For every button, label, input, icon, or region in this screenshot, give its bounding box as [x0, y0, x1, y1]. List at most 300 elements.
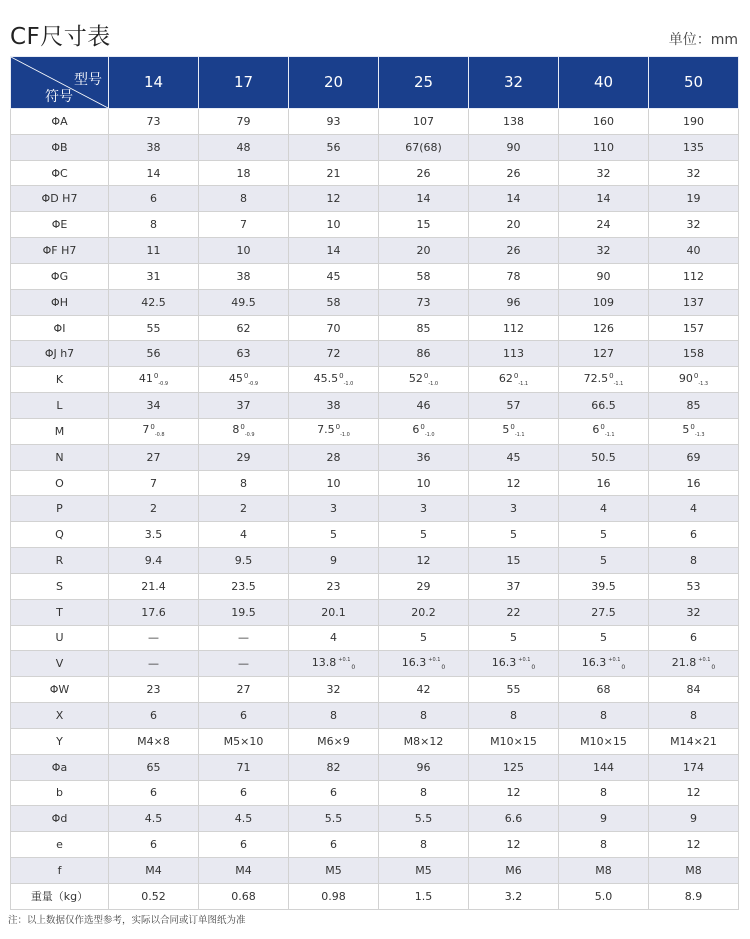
cell-value: 37 — [506, 579, 521, 593]
cell-value: 14 — [596, 192, 611, 206]
value-cell — [289, 780, 379, 806]
symbol-cell: Φd — [11, 806, 109, 832]
cell-value: 27 — [146, 450, 161, 464]
value-cell — [559, 883, 649, 909]
symbol-cell: O — [11, 470, 109, 496]
value-cell — [469, 109, 559, 135]
value-cell — [289, 883, 379, 909]
cell-value: 6 — [412, 423, 420, 437]
cell-value: M10×15 — [490, 734, 537, 748]
size-header: 32 — [469, 57, 559, 109]
table-row — [11, 651, 739, 677]
value-cell — [559, 238, 649, 264]
cell-value: 42.5 — [141, 295, 166, 309]
cell-value: 5.5 — [414, 812, 433, 826]
cell-value: 15 — [506, 553, 521, 567]
value-cell — [289, 263, 379, 289]
value-cell — [199, 703, 289, 729]
cell-value: 62 — [236, 321, 251, 335]
cell-value: M10×15 — [580, 734, 627, 748]
symbol-cell: T — [11, 599, 109, 625]
table-row — [11, 806, 739, 832]
value-cell — [289, 806, 379, 832]
cell-value: 31 — [146, 269, 161, 283]
cell-value: 14 — [326, 244, 341, 258]
size-header: 40 — [559, 57, 649, 109]
value-cell — [379, 651, 469, 677]
value-cell — [289, 238, 379, 264]
table-row — [11, 109, 739, 135]
symbol-cell: X — [11, 703, 109, 729]
value-cell — [109, 418, 199, 444]
value-cell — [289, 651, 379, 677]
cell-value: 10 — [326, 476, 341, 490]
cell-value: 55 — [506, 683, 521, 697]
value-cell — [559, 703, 649, 729]
value-cell — [649, 470, 739, 496]
value-cell — [649, 883, 739, 909]
value-cell — [199, 341, 289, 367]
cell-value: 38 — [236, 269, 251, 283]
cell-value: 27.5 — [591, 605, 616, 619]
page-title: CF尺寸表 — [10, 24, 111, 50]
symbol-cell: b — [11, 780, 109, 806]
table-row — [11, 160, 739, 186]
cell-value: 112 — [683, 269, 704, 283]
cell-value: 8 — [330, 708, 337, 722]
cell-value: 42 — [416, 683, 431, 697]
cell-value: 4 — [240, 528, 247, 542]
value-cell — [649, 444, 739, 470]
table-row — [11, 341, 739, 367]
value-cell — [649, 341, 739, 367]
cell-value: 85 — [686, 399, 701, 413]
cell-value: 14 — [506, 192, 521, 206]
tolerance-lower: -0.9 — [248, 380, 259, 387]
symbol-cell: S — [11, 573, 109, 599]
value-cell — [199, 625, 289, 651]
cell-value: 6 — [240, 838, 247, 852]
value-cell — [469, 496, 559, 522]
tolerance-lower: -1.0 — [428, 380, 439, 387]
cell-value: 5.5 — [324, 812, 343, 826]
cell-value: 144 — [593, 760, 614, 774]
cell-value: 8 — [240, 476, 247, 490]
tolerance-lower: -1.0 — [343, 380, 354, 387]
value-cell — [469, 728, 559, 754]
cell-value: 135 — [683, 140, 704, 154]
value-cell — [649, 677, 739, 703]
unit-label: 单位：mm — [668, 32, 738, 48]
value-cell — [379, 548, 469, 574]
value-cell — [109, 703, 199, 729]
tolerance-upper: 0 — [600, 423, 605, 432]
value-cell — [559, 522, 649, 548]
value-cell — [199, 160, 289, 186]
value-cell — [289, 367, 379, 393]
cell-value: 4 — [690, 502, 697, 516]
cell-value: 27 — [236, 683, 251, 697]
value-cell — [289, 470, 379, 496]
cell-value: 36 — [416, 450, 431, 464]
cell-value: M4×8 — [137, 734, 170, 748]
value-cell — [289, 134, 379, 160]
value-cell — [109, 393, 199, 419]
cell-value: 5 — [502, 423, 510, 437]
value-cell — [649, 263, 739, 289]
cell-value: 6 — [150, 708, 157, 722]
cell-value: 0.98 — [321, 889, 346, 903]
value-cell — [559, 651, 649, 677]
table-row — [11, 599, 739, 625]
cell-value: 16 — [596, 476, 611, 490]
cell-value: 2 — [150, 502, 157, 516]
value-cell — [289, 625, 379, 651]
value-cell — [469, 289, 559, 315]
cell-value: M8 — [685, 863, 702, 877]
value-cell — [649, 728, 739, 754]
value-cell — [559, 470, 649, 496]
value-cell — [199, 573, 289, 599]
tolerance-upper: +0.1 — [698, 656, 711, 663]
value-cell — [289, 496, 379, 522]
value-cell — [199, 548, 289, 574]
table-row — [11, 548, 739, 574]
value-cell — [649, 393, 739, 419]
cell-value: 21.4 — [141, 579, 166, 593]
tolerance-lower: -1.0 — [340, 432, 350, 439]
cell-value: 68 — [596, 683, 611, 697]
value-cell — [199, 444, 289, 470]
cell-value: 82 — [326, 760, 341, 774]
cell-value: 58 — [326, 295, 341, 309]
cell-value: — — [238, 657, 249, 671]
value-cell — [379, 418, 469, 444]
cell-value: 8.9 — [684, 889, 703, 903]
cell-value: 21 — [326, 166, 341, 180]
cell-value: M8 — [595, 863, 612, 877]
cell-value: — — [238, 631, 249, 645]
symbol-header-label: 符号 — [45, 89, 73, 105]
cell-value: 26 — [416, 166, 431, 180]
cell-value: 125 — [503, 760, 524, 774]
value-cell — [289, 341, 379, 367]
tolerance-upper: +0.1 — [608, 656, 621, 663]
cell-value: 24 — [596, 218, 611, 232]
cell-value: 71 — [236, 760, 251, 774]
value-cell — [109, 883, 199, 909]
value-cell — [199, 522, 289, 548]
table-row — [11, 238, 739, 264]
value-cell — [559, 367, 649, 393]
cell-value: 12 — [506, 786, 521, 800]
cell-value: 38 — [146, 140, 161, 154]
value-cell — [109, 677, 199, 703]
value-cell — [109, 754, 199, 780]
value-cell — [649, 109, 739, 135]
cell-value: 12 — [686, 838, 701, 852]
value-cell — [109, 496, 199, 522]
symbol-cell: M — [11, 418, 109, 444]
cell-value: 109 — [593, 295, 614, 309]
cell-value: 45.5 — [313, 371, 339, 385]
cell-value: 20 — [506, 218, 521, 232]
value-cell — [469, 548, 559, 574]
cell-value: 28 — [326, 450, 341, 464]
value-cell — [379, 186, 469, 212]
tolerance-upper: 0 — [510, 423, 515, 432]
cell-value: 6.6 — [504, 812, 523, 826]
cell-value: 5 — [600, 528, 607, 542]
cell-value: 137 — [683, 295, 704, 309]
value-cell — [379, 728, 469, 754]
cell-value: 29 — [236, 450, 251, 464]
value-cell — [289, 858, 379, 884]
cell-value: M4 — [145, 863, 162, 877]
value-cell — [649, 522, 739, 548]
value-cell — [559, 625, 649, 651]
value-cell — [199, 780, 289, 806]
value-cell — [199, 883, 289, 909]
table-row — [11, 496, 739, 522]
value-cell — [379, 393, 469, 419]
value-cell — [199, 754, 289, 780]
tolerance-upper: 0 — [513, 371, 519, 380]
cell-value: 12 — [326, 192, 341, 206]
cell-value: 4.5 — [144, 812, 163, 826]
cell-value: 73 — [146, 114, 161, 128]
value-cell — [379, 444, 469, 470]
value-cell — [469, 418, 559, 444]
symbol-cell: P — [11, 496, 109, 522]
cell-value: 23 — [146, 683, 161, 697]
cell-value: 37 — [236, 399, 251, 413]
cell-value: 7 — [240, 218, 247, 232]
tolerance-lower: -0.9 — [158, 380, 169, 387]
value-cell — [109, 289, 199, 315]
value-cell — [649, 496, 739, 522]
value-cell — [289, 160, 379, 186]
cell-value: 58 — [416, 269, 431, 283]
cell-value: 9 — [600, 812, 607, 826]
cell-value: 8 — [600, 708, 607, 722]
value-cell — [199, 367, 289, 393]
symbol-cell: ΦF H7 — [11, 238, 109, 264]
cell-value: 45 — [326, 269, 341, 283]
value-cell — [559, 186, 649, 212]
value-cell — [289, 754, 379, 780]
cell-value: M8×12 — [403, 734, 444, 748]
cell-value: 12 — [686, 786, 701, 800]
value-cell — [199, 393, 289, 419]
value-cell — [559, 548, 649, 574]
cell-value: 12 — [506, 476, 521, 490]
symbol-cell: ΦJ h7 — [11, 341, 109, 367]
cell-value: 8 — [690, 708, 697, 722]
cell-value: 7 — [150, 476, 157, 490]
cell-value: 22 — [506, 605, 521, 619]
footnote: 注：以上数据仅作选型参考，实际以合同或订单图纸为准 — [8, 915, 246, 926]
cell-value: 6 — [150, 192, 157, 206]
value-cell — [469, 832, 559, 858]
value-cell — [469, 238, 559, 264]
value-cell — [559, 341, 649, 367]
value-cell — [469, 393, 559, 419]
cell-value: 49.5 — [231, 295, 256, 309]
cell-value: 160 — [593, 114, 614, 128]
cell-value: 73 — [416, 295, 431, 309]
table-row — [11, 703, 739, 729]
value-cell — [649, 832, 739, 858]
size-header: 14 — [109, 57, 199, 109]
value-cell — [199, 238, 289, 264]
value-cell — [559, 444, 649, 470]
value-cell — [379, 883, 469, 909]
cell-value: 3 — [330, 502, 337, 516]
cell-value: 14 — [416, 192, 431, 206]
tolerance-lower: -0.8 — [154, 432, 165, 439]
value-cell — [559, 806, 649, 832]
value-cell — [199, 651, 289, 677]
cell-value: 57 — [506, 399, 521, 413]
cell-value: 138 — [503, 114, 524, 128]
value-cell — [469, 780, 559, 806]
value-cell — [289, 315, 379, 341]
cell-value: 20.1 — [321, 605, 346, 619]
cell-value: 7 — [142, 423, 150, 437]
cell-value: 39.5 — [591, 579, 616, 593]
value-cell — [649, 212, 739, 238]
table-row — [11, 315, 739, 341]
value-cell — [379, 573, 469, 599]
cell-value: 55 — [146, 321, 161, 335]
table-row — [11, 212, 739, 238]
cell-value: 79 — [236, 114, 251, 128]
cell-value: 5 — [420, 631, 427, 645]
value-cell — [109, 109, 199, 135]
value-cell — [469, 160, 559, 186]
value-cell — [109, 238, 199, 264]
table-row — [11, 754, 739, 780]
cell-value: 6 — [330, 786, 337, 800]
table-row — [11, 263, 739, 289]
value-cell — [109, 728, 199, 754]
cell-value: 84 — [686, 683, 701, 697]
value-cell — [289, 548, 379, 574]
cell-value: 8 — [600, 838, 607, 852]
cell-value: 0.68 — [231, 889, 256, 903]
value-cell — [649, 625, 739, 651]
tolerance-upper: 0 — [240, 423, 245, 432]
cell-value: 96 — [506, 295, 521, 309]
value-cell — [199, 263, 289, 289]
tolerance-upper: 0 — [153, 371, 159, 380]
value-cell — [469, 212, 559, 238]
value-cell — [559, 418, 649, 444]
value-cell — [379, 522, 469, 548]
tolerance-lower: 0 — [441, 663, 446, 671]
value-cell — [289, 522, 379, 548]
cell-value: — — [148, 631, 159, 645]
cell-value: 157 — [683, 321, 704, 335]
value-cell — [559, 289, 649, 315]
value-cell — [649, 367, 739, 393]
cell-value: 113 — [503, 347, 524, 361]
value-cell — [379, 496, 469, 522]
value-cell — [559, 677, 649, 703]
cell-value: 34 — [146, 399, 161, 413]
cell-value: 85 — [416, 321, 431, 335]
tolerance-lower: -1.1 — [613, 380, 624, 387]
size-header: 50 — [649, 57, 739, 109]
symbol-cell: 重量（kg） — [11, 883, 109, 909]
value-cell — [649, 418, 739, 444]
value-cell — [469, 651, 559, 677]
size-header: 20 — [289, 57, 379, 109]
tolerance-lower: -1.3 — [698, 380, 709, 387]
table-row — [11, 186, 739, 212]
cell-value: 17.6 — [141, 605, 166, 619]
cell-value: 19.5 — [231, 605, 256, 619]
cell-value: 6 — [150, 786, 157, 800]
value-cell — [379, 832, 469, 858]
tolerance-upper: 0 — [690, 423, 695, 432]
model-header-label: 型号 — [74, 72, 102, 88]
value-cell — [559, 212, 649, 238]
cell-value: 2 — [240, 502, 247, 516]
cell-value: 32 — [596, 244, 611, 258]
cell-value: 12 — [416, 553, 431, 567]
value-cell — [199, 677, 289, 703]
cell-value: 96 — [416, 760, 431, 774]
corner-header-cell — [11, 57, 109, 109]
value-cell — [199, 418, 289, 444]
cell-value: 10 — [236, 244, 251, 258]
value-cell — [199, 858, 289, 884]
cell-value: 8 — [420, 708, 427, 722]
symbol-cell: ΦI — [11, 315, 109, 341]
value-cell — [109, 160, 199, 186]
value-cell — [469, 522, 559, 548]
cell-value: 50.5 — [591, 450, 616, 464]
value-cell — [379, 858, 469, 884]
value-cell — [379, 806, 469, 832]
value-cell — [469, 858, 559, 884]
symbol-cell: ΦW — [11, 677, 109, 703]
symbol-cell: R — [11, 548, 109, 574]
value-cell — [469, 806, 559, 832]
cell-value: 10 — [416, 476, 431, 490]
value-cell — [199, 109, 289, 135]
tolerance-upper: 0 — [243, 371, 249, 380]
tolerance-upper: 0 — [609, 371, 614, 380]
cell-value: 112 — [503, 321, 524, 335]
cell-value: — — [148, 657, 159, 671]
value-cell — [289, 289, 379, 315]
value-cell — [649, 858, 739, 884]
cell-value: 23 — [326, 579, 341, 593]
cell-value: 72 — [326, 347, 341, 361]
cell-value: 10 — [326, 218, 341, 232]
value-cell — [649, 806, 739, 832]
table-row — [11, 858, 739, 884]
value-cell — [649, 289, 739, 315]
value-cell — [379, 238, 469, 264]
symbol-cell: e — [11, 832, 109, 858]
cell-value: 16.3 — [581, 655, 607, 669]
value-cell — [109, 625, 199, 651]
value-cell — [289, 599, 379, 625]
